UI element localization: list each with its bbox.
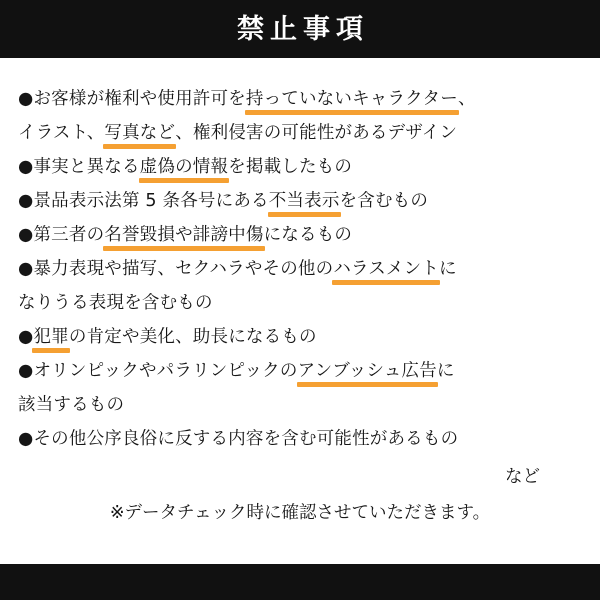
line-text: 写真など (104, 123, 176, 143)
line-text: ●暴力表現や描写、セクハラやその他の (18, 259, 334, 279)
footer-bar (0, 564, 600, 600)
etc-note: など (505, 467, 540, 487)
prohibited-items-list (0, 58, 600, 564)
line-text: ●その他公序良俗に反する内容を含む可能性があるもの (18, 429, 459, 449)
page-title: 禁止事項 (237, 13, 369, 45)
line-text: を掲載したもの (228, 157, 353, 177)
line-text: なりうる表現を含むもの (18, 293, 213, 313)
highlighted-text (298, 354, 437, 388)
highlighted-text (104, 218, 263, 252)
line-text: 、 (457, 89, 476, 109)
line-text: を含むもの (339, 191, 429, 211)
highlighted-text (140, 150, 229, 184)
line-text: 不当表示 (268, 191, 340, 211)
line-text: 犯罪 (33, 327, 69, 347)
prohibited-item-line (18, 286, 582, 320)
prohibited-item-line (18, 82, 582, 116)
line-text: 虚偽の情報 (139, 157, 229, 177)
prohibited-item-line (18, 218, 582, 252)
highlighted-text (104, 116, 175, 150)
prohibited-item-line (18, 422, 582, 456)
line-text: アンブッシュ広告 (297, 361, 437, 381)
confirmation-note: ※データチェック時に確認させていただきます。 (109, 503, 491, 523)
line-text: ● (18, 327, 34, 347)
line-text: 持っていないキャラクター (245, 89, 458, 109)
line-text: イラスト、 (18, 123, 105, 143)
prohibited-item-line (18, 184, 582, 218)
line-text: ハラスメント (333, 259, 440, 279)
highlighted-text (33, 320, 68, 354)
highlighted-text (269, 184, 340, 218)
prohibited-item-line (18, 150, 582, 184)
prohibited-item-line (18, 116, 582, 150)
line-text: 、権利侵害の可能性があるデザイン (175, 123, 458, 143)
line-text: になるもの (263, 225, 353, 245)
line-text: ●オリンピックやパラリンピックの (18, 361, 298, 381)
line-text: ●景品表示法第 5 条各号にある (18, 191, 269, 211)
line-text: の肯定や美化、助長になるもの (68, 327, 317, 347)
highlighted-text (246, 82, 458, 116)
line-text: ●第三者の (18, 225, 105, 245)
prohibited-item-line (18, 388, 582, 422)
line-text: ●お客様が権利や使用許可を (18, 89, 246, 109)
line-text: 名誉毀損や誹謗中傷 (104, 225, 264, 245)
prohibited-item-line (18, 252, 582, 286)
header-bar (0, 0, 600, 58)
line-list (18, 82, 582, 456)
line-text: 該当するもの (18, 395, 125, 415)
line-text: ●事実と異なる (18, 157, 140, 177)
prohibited-item-line (18, 354, 582, 388)
highlighted-text (333, 252, 439, 286)
prohibited-item-line (18, 320, 582, 354)
line-text: に (436, 361, 455, 381)
line-text: に (439, 259, 457, 279)
